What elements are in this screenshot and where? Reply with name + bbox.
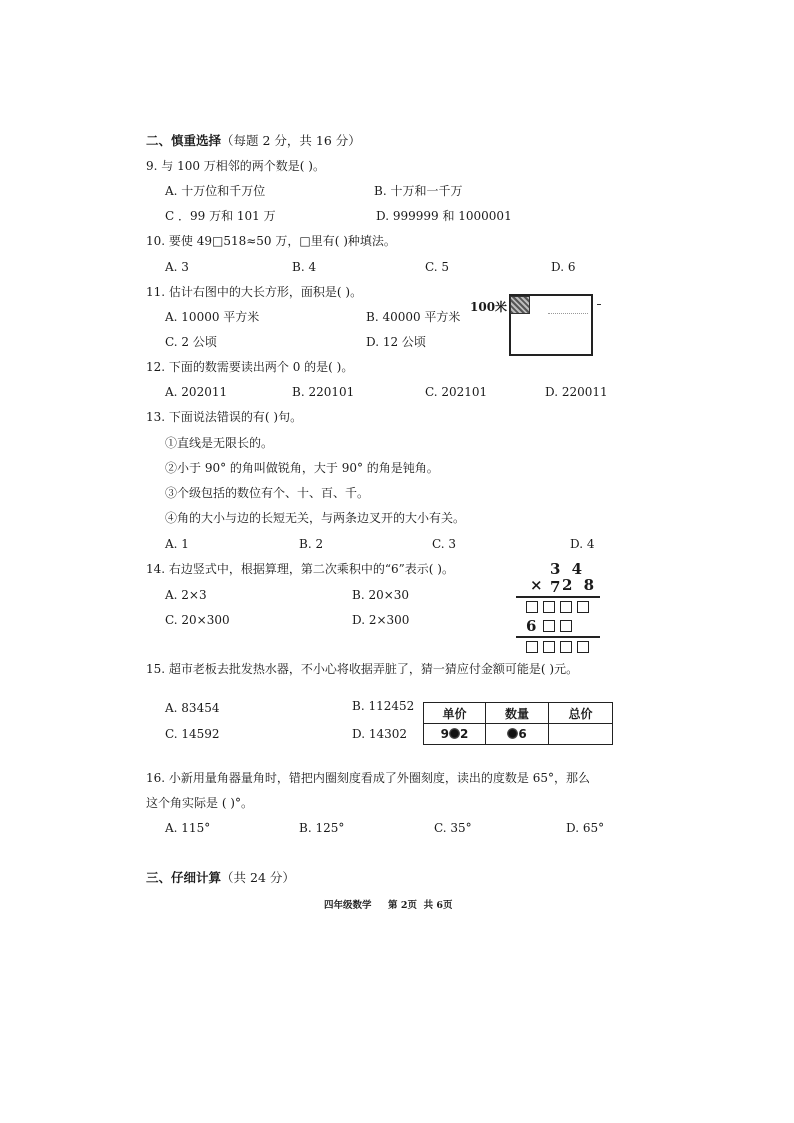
rectangle-side-label: 100米 bbox=[470, 300, 508, 314]
unit-price-left-digit: 9 bbox=[440, 727, 449, 741]
blank-box bbox=[543, 641, 555, 653]
question-16-option-b: B. 125° bbox=[299, 821, 345, 835]
header-total: 总价 bbox=[549, 703, 613, 724]
question-9-stem: 9. 与 100 万相邻的两个数是( )。 bbox=[146, 159, 325, 173]
question-10-option-d: D. 6 bbox=[551, 260, 576, 274]
question-11-option-a: A. 10000 平方米 bbox=[165, 310, 260, 324]
question-9-option-d: D. 999999 和 1000001 bbox=[376, 209, 512, 223]
receipt-table bbox=[423, 702, 613, 745]
question-13-stem: 13. 下面说法错误的有( )句。 bbox=[146, 410, 303, 424]
question-13-statement-4: ④角的大小与边的长短无关，与两条边叉开的大小有关。 bbox=[165, 511, 466, 525]
vertical-multiplication bbox=[510, 560, 600, 660]
question-13-option-a: A. 1 bbox=[165, 537, 189, 551]
question-15-option-a: A. 83454 bbox=[165, 701, 220, 715]
question-11-option-d: D. 12 公顷 bbox=[366, 335, 426, 349]
question-16-option-c: C. 35° bbox=[434, 821, 472, 835]
question-13-statement-2: ②小于 90° 的角叫做锐角，大于 90° 的角是钝角。 bbox=[165, 461, 439, 475]
question-9-option-b: B. 十万和一千万 bbox=[374, 184, 463, 198]
section-2-note: （每题 2 分，共 16 分） bbox=[221, 133, 361, 148]
multiplier: 2 8 bbox=[562, 576, 598, 594]
ink-blot-icon bbox=[449, 728, 460, 739]
unit-price-right-digit: 2 bbox=[460, 727, 469, 741]
question-13-statement-3: ③个级包括的数位有个、十、百、千。 bbox=[165, 486, 370, 500]
header-unit-price: 单价 bbox=[424, 703, 486, 724]
question-16-stem-line-1: 16. 小新用量角器量角时，错把内圈刻度看成了外圈刻度，读出的度数是 65°，那么 bbox=[146, 771, 590, 785]
question-11-option-c: C. 2 公顷 bbox=[165, 335, 217, 349]
question-14-option-d: D. 2×300 bbox=[352, 613, 410, 627]
question-12-option-b: B. 220101 bbox=[292, 385, 355, 399]
question-15-option-b: B. 112452 bbox=[352, 699, 415, 713]
question-13-option-c: C. 3 bbox=[432, 537, 457, 551]
multiplication-line-2 bbox=[516, 636, 600, 638]
question-16-option-a: A. 115° bbox=[165, 821, 211, 835]
question-16-stem-line-2: 这个角实际是 ( )°。 bbox=[146, 796, 253, 810]
question-12-option-c: C. 202101 bbox=[425, 385, 488, 399]
question-10-option-c: C. 5 bbox=[425, 260, 450, 274]
blank-box bbox=[526, 641, 538, 653]
section-2-title: 二、慎重选择 bbox=[146, 133, 222, 148]
total-cell bbox=[549, 724, 613, 745]
receipt-value-row bbox=[424, 724, 613, 745]
question-11-option-b: B. 40000 平方米 bbox=[366, 310, 461, 324]
question-13-statement-1: ①直线是无限长的。 bbox=[165, 436, 274, 450]
question-14-option-b: B. 20×30 bbox=[352, 588, 410, 602]
multiplication-line-1 bbox=[516, 596, 600, 598]
question-14-option-c: C. 20×300 bbox=[165, 613, 230, 627]
page-footer: 四年级数学 第 2页 共 6页 bbox=[324, 900, 453, 911]
blank-box bbox=[560, 620, 572, 632]
question-9-option-a: A. 十万位和千万位 bbox=[165, 184, 266, 198]
ink-blot-icon bbox=[507, 728, 518, 739]
blank-box bbox=[526, 601, 538, 613]
quantity-cell bbox=[486, 724, 549, 745]
question-11-stem: 11. 估计右图中的大长方形，面积是( )。 bbox=[146, 285, 363, 299]
header-quantity: 数量 bbox=[486, 703, 549, 724]
question-10-option-b: B. 4 bbox=[292, 260, 317, 274]
blank-box bbox=[543, 601, 555, 613]
times-sign: × bbox=[530, 576, 543, 594]
question-10-stem: 10. 要使 49□518≈50 万，□里有( )种填法。 bbox=[146, 234, 396, 248]
question-9-option-c: C ．99 万和 101 万 bbox=[165, 209, 276, 223]
question-10-option-a: A. 3 bbox=[165, 260, 189, 274]
section-3-note: （共 24 分） bbox=[221, 870, 295, 885]
section-2-header bbox=[146, 134, 361, 148]
question-14-stem: 14. 右边竖式中，根据算理，第二次乘积中的“6”表示( )。 bbox=[146, 562, 454, 576]
unit-price-cell bbox=[424, 724, 486, 745]
question-14-option-a: A. 2×3 bbox=[165, 588, 207, 602]
rectangle-corner-square bbox=[510, 296, 530, 314]
rectangle-tick-mark bbox=[597, 304, 601, 305]
blank-box bbox=[543, 620, 555, 632]
rectangle-dotted-mark bbox=[548, 313, 588, 315]
question-12-stem: 12. 下面的数需要读出两个 0 的是( )。 bbox=[146, 360, 354, 374]
blank-box bbox=[577, 601, 589, 613]
question-15-option-d: D. 14302 bbox=[352, 727, 407, 741]
section-3-title: 三、仔细计算 bbox=[146, 870, 222, 885]
blank-box bbox=[560, 641, 572, 653]
second-product-digit-six: 6 bbox=[526, 617, 537, 635]
multiplicand: 3 4 7 bbox=[550, 560, 586, 596]
question-13-option-b: B. 2 bbox=[299, 537, 324, 551]
section-3-header bbox=[146, 871, 295, 885]
question-15-stem: 15. 超市老板去批发热水器，不小心将收据弄脏了，猜一猜应付金额可能是( )元。 bbox=[146, 662, 579, 676]
receipt-header-row bbox=[424, 703, 613, 724]
question-15-option-c: C. 14592 bbox=[165, 727, 220, 741]
blank-box bbox=[560, 601, 572, 613]
question-12-option-d: D. 220011 bbox=[545, 385, 608, 399]
quantity-right-digit: 6 bbox=[518, 727, 527, 741]
question-16-option-d: D. 65° bbox=[566, 821, 605, 835]
blank-box bbox=[577, 641, 589, 653]
question-13-option-d: D. 4 bbox=[570, 537, 595, 551]
question-12-option-a: A. 202011 bbox=[165, 385, 228, 399]
